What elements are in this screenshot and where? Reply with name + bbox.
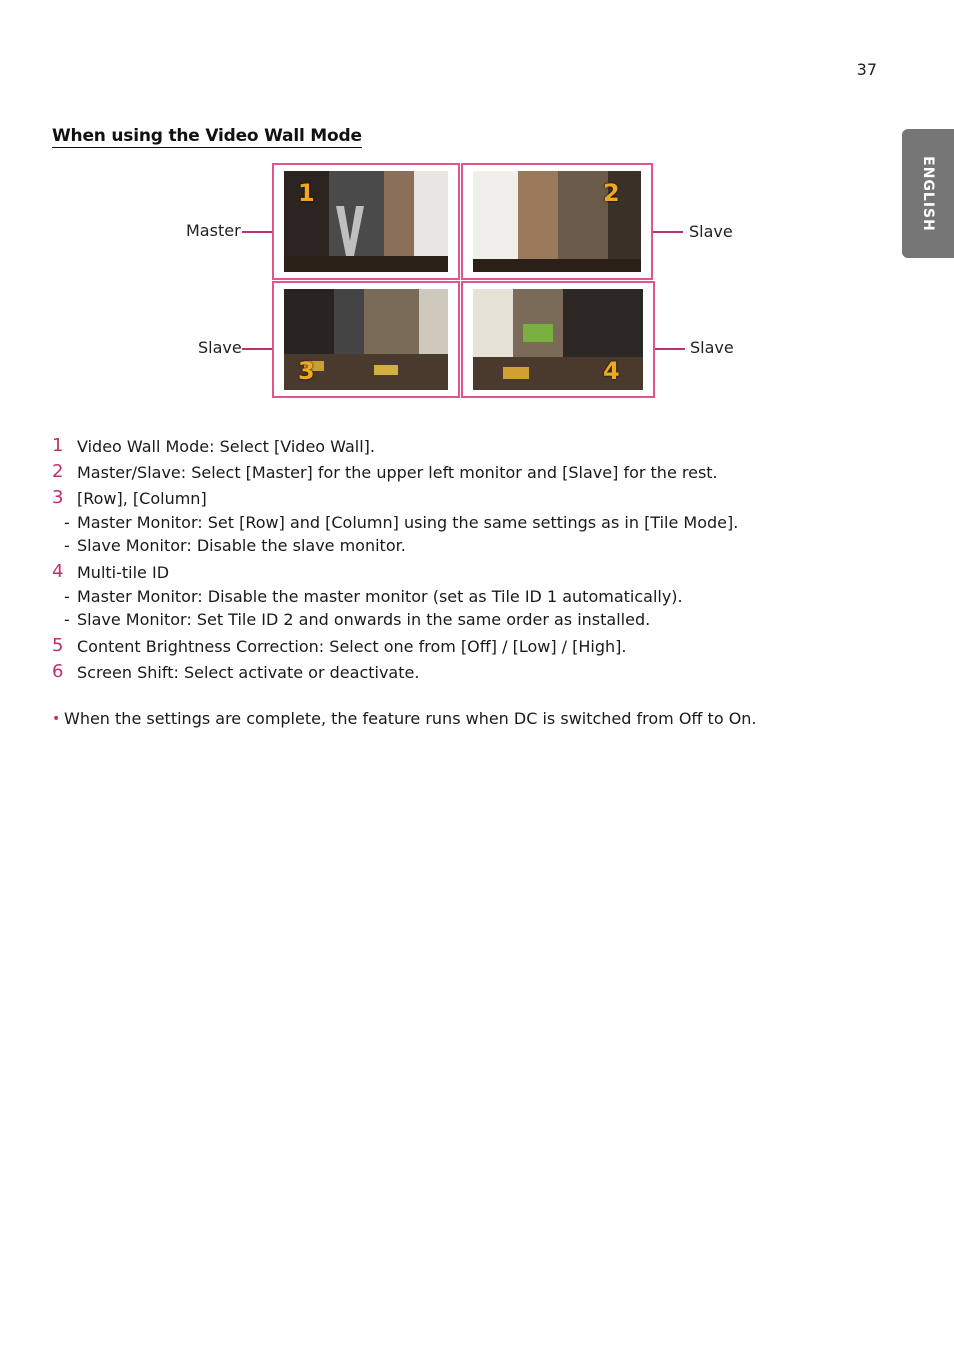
dash-bullet: - — [64, 536, 70, 555]
page-number: 37 — [856, 60, 877, 79]
callout-slave-bottom-right: Slave — [690, 338, 734, 357]
step-number: 5 — [52, 635, 64, 656]
tile-3 — [272, 281, 460, 398]
step-number: 1 — [52, 435, 64, 456]
sub-text: Slave Monitor: Set Tile ID 2 and onwards in the same order as installed. — [77, 610, 651, 629]
leader-line-slave-top-right — [653, 231, 683, 233]
step-number: 3 — [52, 487, 64, 508]
tile-3-number: 3 — [298, 357, 315, 385]
step-text: [Row], [Column] — [77, 489, 207, 508]
step-5 — [52, 634, 872, 660]
sub-text: Master Monitor: Disable the master monitor (set as Tile ID 1 automatically). — [77, 587, 683, 606]
step-number: 4 — [52, 561, 64, 582]
tile-2-number: 2 — [603, 179, 620, 207]
step-number: 2 — [52, 461, 64, 482]
tile-4-number: 4 — [603, 357, 620, 385]
step-3 — [52, 486, 872, 512]
tile-2 — [461, 163, 653, 280]
bullet-dot: • — [52, 711, 61, 727]
tile-1 — [272, 163, 460, 280]
leader-line-slave-bottom-right — [655, 348, 685, 350]
step-4-sub-1 — [52, 586, 872, 609]
callout-master: Master — [186, 221, 241, 240]
dash-bullet: - — [64, 610, 70, 629]
step-4-sub-2 — [52, 609, 872, 634]
tile-1-number: 1 — [298, 179, 315, 207]
step-3-sub-1 — [52, 512, 872, 535]
step-1 — [52, 434, 872, 460]
language-tab-label: ENGLISH — [920, 155, 936, 232]
dash-bullet: - — [64, 513, 70, 532]
dash-bullet: - — [64, 587, 70, 606]
step-text: Content Brightness Correction: Select one from [Off] / [Low] / [High]. — [77, 637, 627, 656]
callout-slave-bottom-left: Slave — [198, 338, 242, 357]
leader-line-master — [242, 231, 272, 233]
leader-line-slave-bottom-left — [242, 348, 272, 350]
section-title: When using the Video Wall Mode — [52, 126, 362, 146]
sub-text: Slave Monitor: Disable the slave monitor. — [77, 536, 406, 555]
step-text: Multi-tile ID — [77, 563, 170, 582]
step-text: Screen Shift: Select activate or deactivate. — [77, 663, 420, 682]
callout-slave-top-right: Slave — [689, 222, 733, 241]
step-text: Video Wall Mode: Select [Video Wall]. — [77, 437, 375, 456]
step-number: 6 — [52, 661, 64, 682]
step-4 — [52, 560, 872, 586]
video-wall-figure — [170, 160, 770, 400]
tile-4 — [461, 281, 655, 398]
step-6 — [52, 660, 872, 686]
step-2 — [52, 460, 872, 486]
note-text: When the settings are complete, the feature runs when DC is switched from Off to On. — [64, 709, 757, 728]
language-tab — [902, 129, 954, 258]
settings-steps — [52, 434, 872, 686]
step-text: Master/Slave: Select [Master] for the upper left monitor and [Slave] for the rest. — [77, 463, 718, 482]
step-3-sub-2 — [52, 535, 872, 560]
sub-text: Master Monitor: Set [Row] and [Column] using the same settings as in [Tile Mode]. — [77, 513, 739, 532]
